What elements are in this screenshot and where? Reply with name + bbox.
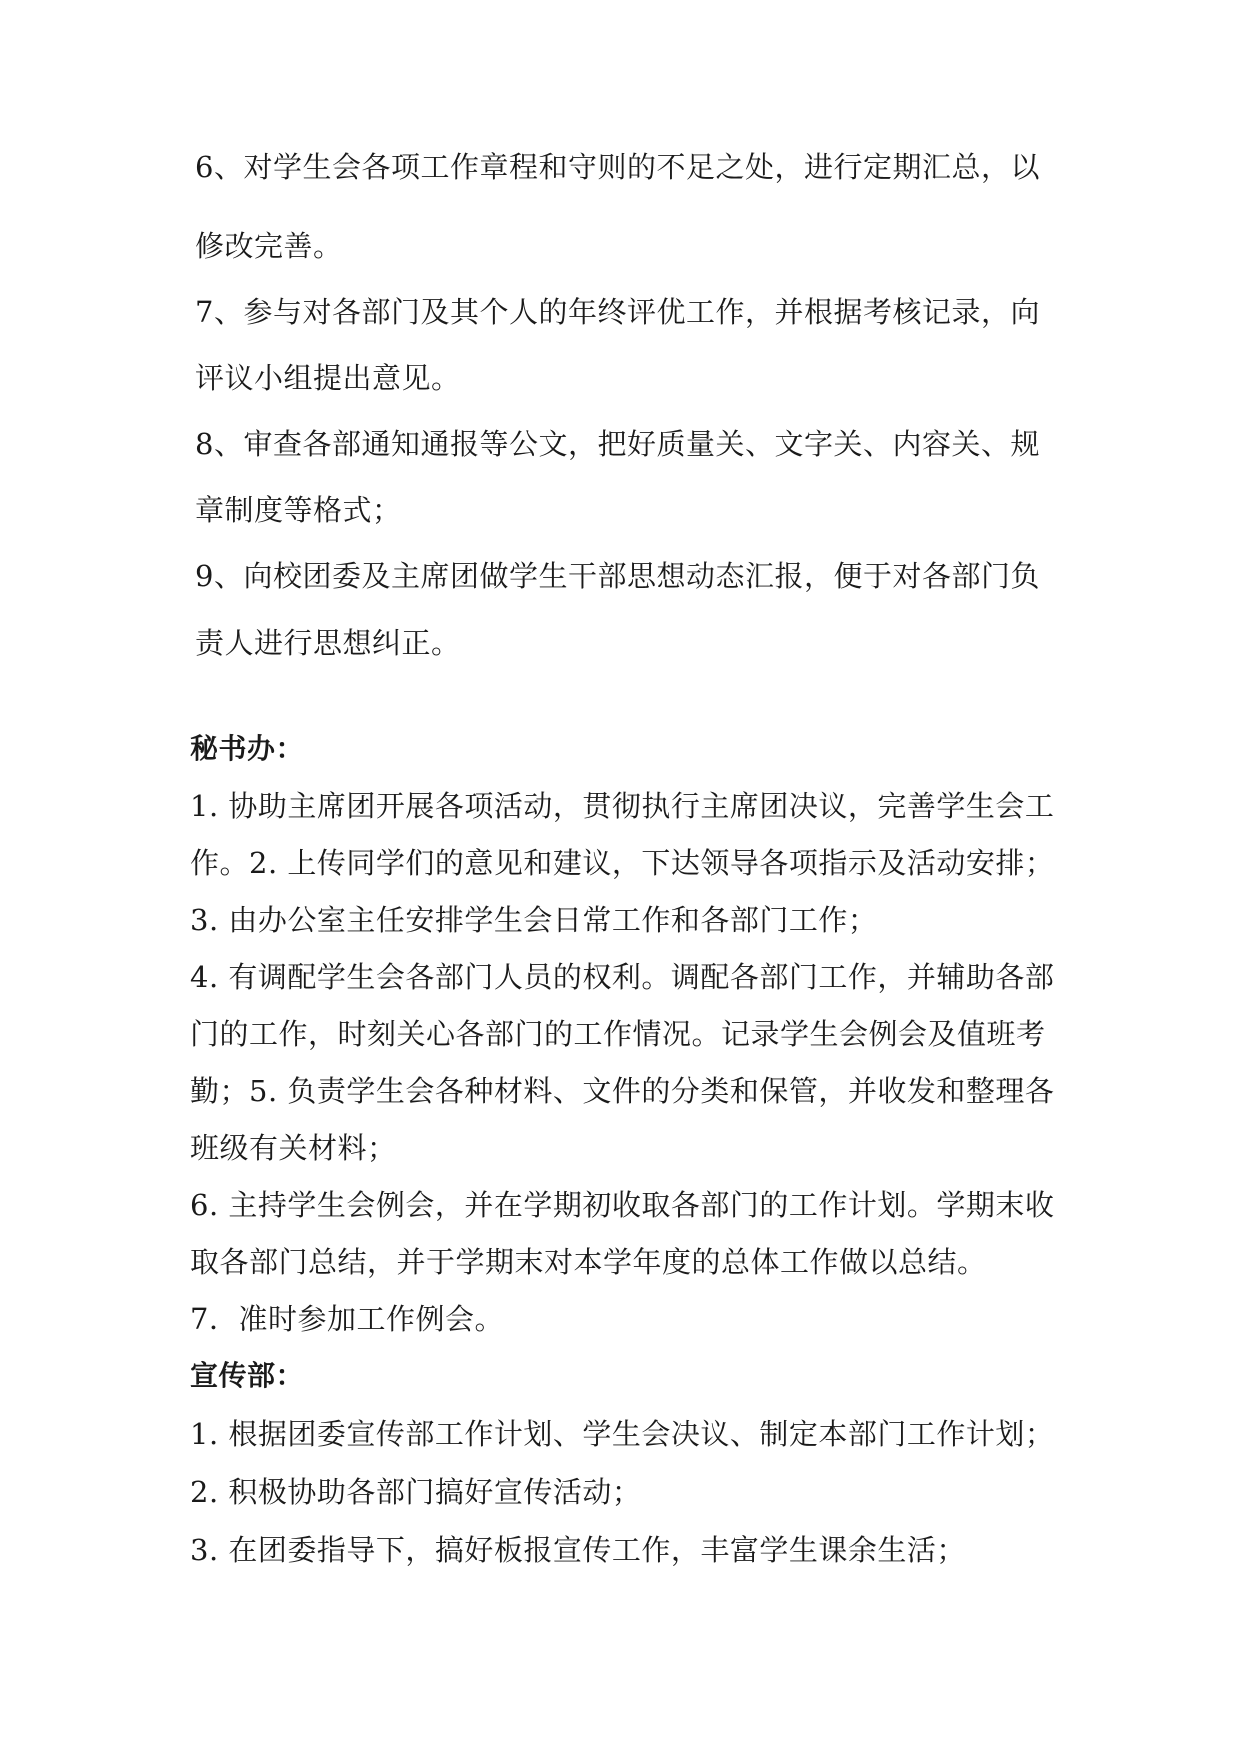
secretariat-line-8: 6. 主持学生会例会，并在学期初收取各部门的工作计划。学期末收 <box>190 1188 1055 1222</box>
secretariat-line-9: 取各部门总结，并于学期末对本学年度的总体工作做以总结。 <box>190 1245 987 1279</box>
secretariat-line-10: 7．准时参加工作例会。 <box>190 1302 504 1336</box>
list-item-7-line-1: 7、参与对各部门及其个人的年终评优工作，并根据考核记录，向 <box>195 295 1040 329</box>
list-item-7-line-2: 评议小组提出意见。 <box>195 361 461 395</box>
list-item-6-line-1: 6、对学生会各项工作章程和守则的不足之处，进行定期汇总，以 <box>195 150 1040 184</box>
list-item-6-line-2: 修改完善。 <box>195 229 343 263</box>
secretariat-line-1: 1. 协助主席团开展各项活动，贯彻执行主席团决议，完善学生会工 <box>190 789 1055 823</box>
publicity-line-2: 2. 积极协助各部门搞好宣传活动； <box>190 1475 642 1509</box>
secretariat-line-5: 门的工作，时刻关心各部门的工作情况。记录学生会例会及值班考 <box>190 1017 1046 1051</box>
section-heading-publicity: 宣传部： <box>190 1359 305 1392</box>
secretariat-line-3: 3. 由办公室主任安排学生会日常工作和各部门工作； <box>190 903 878 937</box>
list-item-8-line-1: 8、审查各部通知通报等公文，把好质量关、文字关、内容关、规 <box>195 427 1040 461</box>
secretariat-line-7: 班级有关材料； <box>190 1131 397 1165</box>
publicity-line-1: 1. 根据团委宣传部工作计划、学生会决议、制定本部门工作计划； <box>190 1417 1055 1451</box>
secretariat-line-2: 作。2. 上传同学们的意见和建议，下达领导各项指示及活动安排； <box>190 846 1055 880</box>
list-item-9-line-2: 责人进行思想纠正。 <box>195 626 461 660</box>
section-heading-secretariat: 秘书办： <box>190 732 305 765</box>
secretariat-line-6: 勤；5. 负责学生会各种材料、文件的分类和保管，并收发和整理各 <box>190 1074 1055 1108</box>
list-item-9-line-1: 9、向校团委及主席团做学生干部思想动态汇报，便于对各部门负 <box>195 559 1040 593</box>
list-item-8-line-2: 章制度等格式； <box>195 493 402 527</box>
secretariat-line-4: 4. 有调配学生会各部门人员的权利。调配各部门工作，并辅助各部 <box>190 960 1055 994</box>
publicity-line-3: 3. 在团委指导下，搞好板报宣传工作，丰富学生课余生活； <box>190 1533 966 1567</box>
